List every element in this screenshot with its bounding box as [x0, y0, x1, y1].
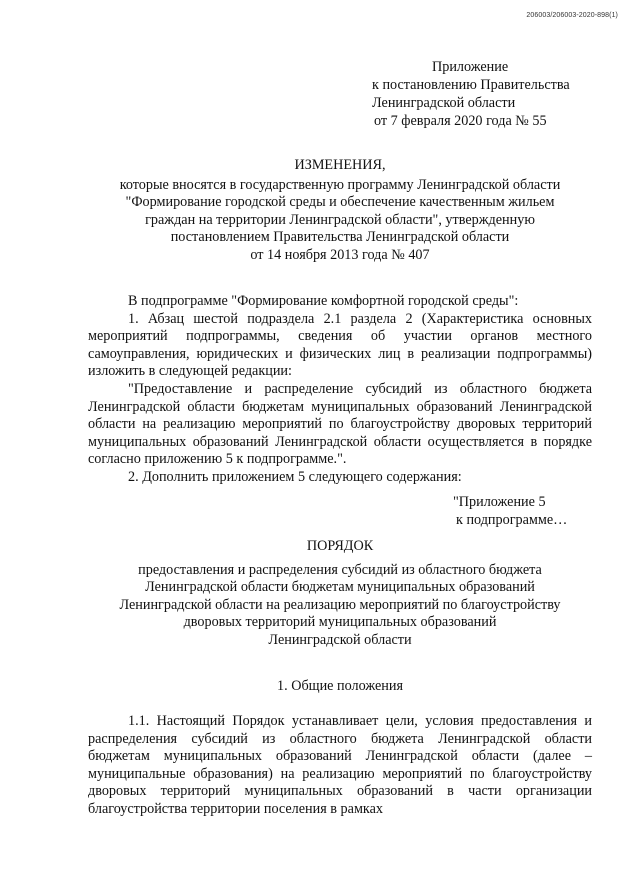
- sub-appendix-header: [453, 493, 567, 529]
- appendix-line: Приложение: [432, 59, 509, 75]
- order-title-line: дворовых территорий муниципальных образований: [183, 614, 497, 630]
- appendix-line: от 7 февраля 2020 года № 55: [374, 113, 547, 129]
- changes-title-line: "Формирование городской среды и обеспечение качественным жильем: [125, 194, 555, 210]
- order-title-line: предоставления и распределения субсидий из областного бюджета: [138, 561, 542, 578]
- changes-title: ИЗМЕНЕНИЯ,: [294, 157, 386, 173]
- section-paragraphs: [88, 713, 592, 819]
- paragraph-quote: "Предоставление и распределение субсидий из областного бюджета Ленинградской области бюджетам муниципальных образований Ленинградской области на реализацию мероприятий по благоустройству дворовых территорий муниципальных образований Ленинградской области осуществляется в порядке согласно приложению 5 к подпрограмме.".: [88, 380, 592, 468]
- document-barcode-number: 206003/206003-2020-898(1): [526, 12, 618, 19]
- changes-title-line: граждан на территории Ленинградской области", утвержденную: [145, 211, 535, 228]
- appendix-line: к постановлению Правительства: [372, 77, 570, 93]
- order-title-line: Ленинградской области бюджетам муниципальных образований: [145, 579, 535, 595]
- changes-title-line: которые вносятся в государственную программу Ленинградской области: [119, 176, 561, 193]
- appendix-line: Ленинградской области: [372, 95, 516, 111]
- order-title: ПОРЯДОК: [306, 538, 374, 554]
- changes-title-line: от 14 ноября 2013 года № 407: [250, 246, 430, 263]
- sub-appendix-line: "Приложение 5: [453, 494, 546, 510]
- paragraph: 2. Дополнить приложением 5 следующего содержания:: [128, 468, 462, 485]
- paragraph: 1. Абзац шестой подраздела 2.1 раздела 2 (Характеристика основных мероприятий подпрограммы, сведения об участии органов местного самоуправления, юридических и физических лиц в реализации подпрограммы) изложить в следующей редакции:: [88, 310, 592, 380]
- order-title-line: Ленинградской области: [268, 631, 412, 648]
- appendix-header: [372, 58, 570, 130]
- order-title-line: Ленинградской области на реализацию мероприятий по благоустройству: [119, 596, 561, 613]
- changes-title-block: [70, 157, 610, 264]
- order-title-block: [70, 538, 610, 649]
- paragraph: 1.1. Настоящий Порядок устанавливает цели, условия предоставления и распределения субсидий из областного бюджета Ленинградской области бюджетам муниципальных образований Ленинградской области (далее – муниципальные образования) на реализацию мероприятий по благоустройству дворовых территорий муниципальных образований в части организации благоустройства территории поселения в рамках: [88, 713, 592, 817]
- changes-title-line: постановлением Правительства Ленинградской области: [170, 229, 510, 245]
- sub-appendix-line: к подпрограмме…: [456, 512, 568, 528]
- section-heading: 1. Общие положения: [277, 678, 403, 694]
- paragraph: В подпрограмме "Формирование комфортной городской среды":: [128, 293, 519, 309]
- body-paragraphs: [88, 293, 592, 487]
